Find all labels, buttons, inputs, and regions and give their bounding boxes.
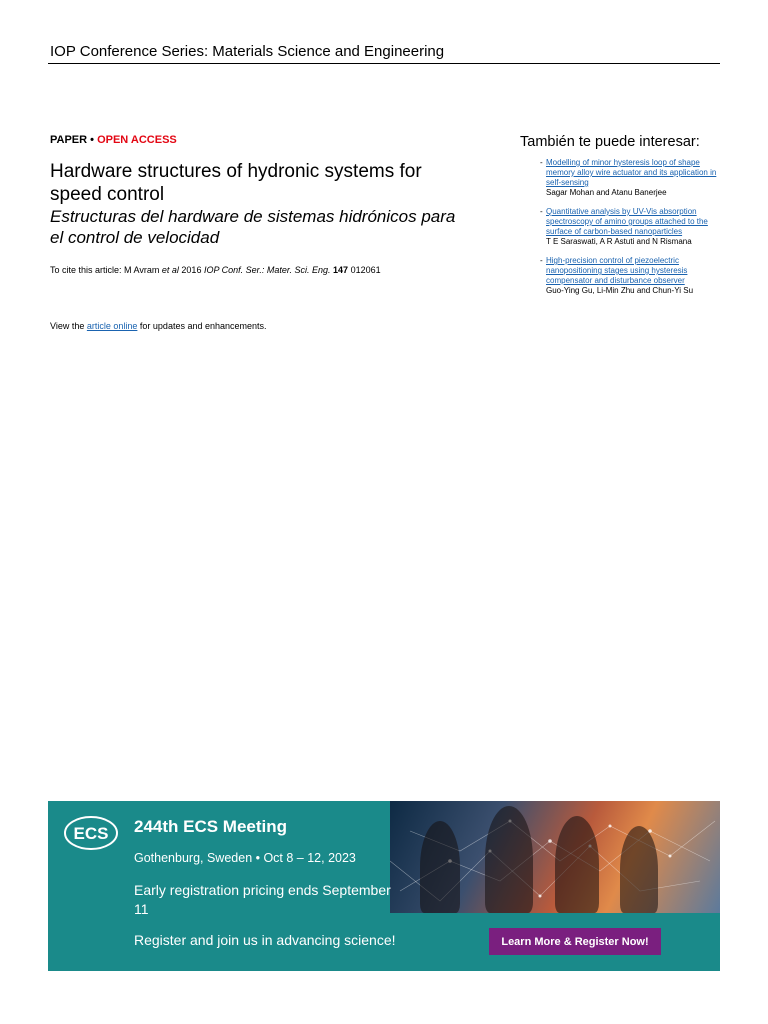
cite-journal: IOP Conf. Ser.: Mater. Sci. Eng. <box>203 265 331 275</box>
paper-access-line <box>50 134 177 146</box>
early-registration-text: Early registration pricing ends September 11 <box>134 882 391 917</box>
paper-title: Hardware structures of hydronic systems for speed control <box>50 161 422 205</box>
ecs-logo-icon <box>64 816 118 850</box>
cite-volume: 147 <box>333 265 349 275</box>
cite-year: 2016 <box>181 265 202 275</box>
cite-etal: et al <box>161 265 179 275</box>
cite-prefix: To cite this article: M Avram <box>50 265 160 275</box>
paper-type-label: PAPER <box>50 134 88 146</box>
open-access-label: OPEN ACCESS <box>97 134 177 146</box>
learn-more-register-button[interactable]: Learn More & Register Now! <box>489 928 661 955</box>
ecs-meeting-banner[interactable] <box>48 801 720 971</box>
view-suffix: for updates and enhancements. <box>139 321 267 331</box>
article-online-link[interactable]: article online <box>86 321 138 331</box>
view-prefix: View the <box>50 321 85 331</box>
ecs-logo-text: ECS <box>73 824 109 843</box>
related-item-authors: T E Saraswati, A R Astuti and N Rismana <box>546 237 692 246</box>
separator-dot: • <box>90 134 95 146</box>
related-item <box>520 158 730 198</box>
related-item <box>520 256 730 296</box>
related-heading: También te puede interesar: <box>520 134 700 150</box>
view-online-line <box>50 321 267 331</box>
journal-name: IOP Conference Series: Materials Science and Engineering <box>50 43 445 60</box>
list-dash: - <box>540 256 543 265</box>
list-dash: - <box>540 207 543 216</box>
banner-photo <box>390 801 720 913</box>
paper-subtitle: Estructuras del hardware de sistemas hidrónicos para el control de velocidad <box>50 207 456 247</box>
meeting-location: Gothenburg, Sweden • Oct 8 – 12, 2023 <box>134 851 356 865</box>
citation-line <box>50 265 381 275</box>
related-item-authors: Sagar Mohan and Atanu Banerjee <box>546 188 667 197</box>
register-text: Register and join us in advancing science! <box>134 932 396 948</box>
silhouette <box>420 821 460 913</box>
header-divider <box>48 63 720 64</box>
list-dash: - <box>540 158 543 167</box>
related-item-link[interactable]: High-precision control of piezoelectric nanopositioning stages using hysteresis compensator and disturbance observer <box>546 256 688 285</box>
silhouette <box>620 826 658 913</box>
cite-article: 012061 <box>350 265 381 275</box>
related-articles <box>520 134 730 305</box>
silhouette <box>485 806 533 913</box>
related-item-link[interactable]: Modelling of minor hysteresis loop of shape memory alloy wire actuator and its application in self-sensing <box>546 158 717 187</box>
related-item-authors: Guo-Ying Gu, Li-Min Zhu and Chun-Yi Su <box>546 286 694 295</box>
meeting-title: 244th ECS Meeting <box>134 817 288 836</box>
related-item <box>520 207 730 247</box>
related-item-link[interactable]: Quantitative analysis by UV-Vis absorption spectroscopy of amino groups attached to the surface of carbon-based nanoparticles <box>546 207 708 236</box>
silhouette <box>555 816 599 913</box>
